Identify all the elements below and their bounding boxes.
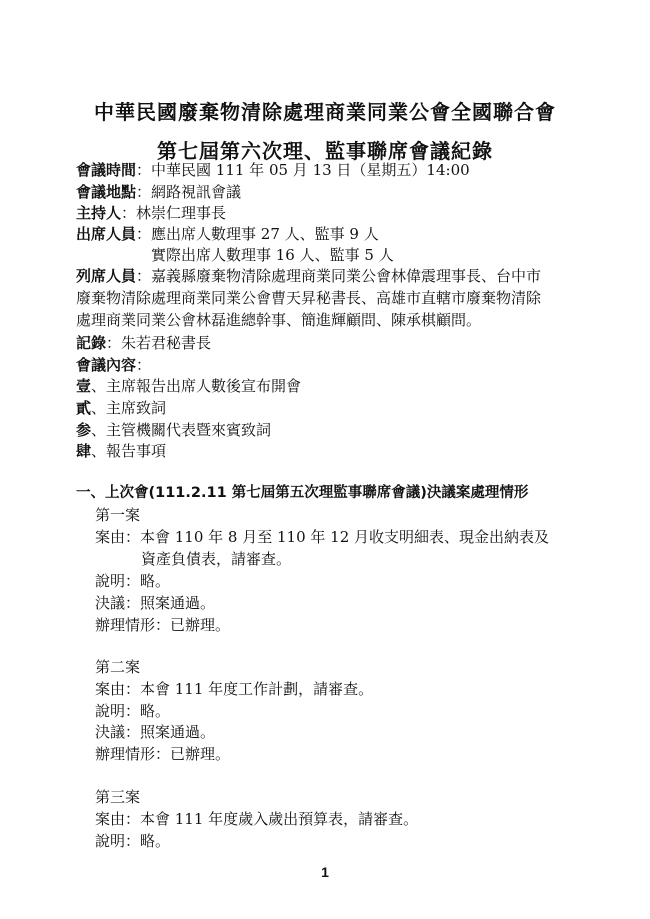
meeting-time-value: ：中華民國 111 年 05 月 13 日（星期五）14:00 [136, 161, 470, 179]
case-1-explanation: 說明：略。 [95, 572, 171, 590]
agenda-number: 肆 [76, 442, 92, 460]
content-colon: ： [136, 356, 152, 374]
document-subtitle: 第七屆第六次理、監事聯席會議紀錄 [157, 139, 493, 163]
agenda-text: 、主席致詞 [91, 399, 167, 417]
recorder-value: ：朱若君秘書長 [106, 334, 212, 352]
case-2-resolution: 決議：照案通過。 [95, 723, 216, 741]
agenda-number: 参 [76, 421, 92, 439]
observers-line-1: ：嘉義縣廢棄物清除處理商業同業公會林偉震理事長、台中市 [136, 267, 542, 285]
case-2-reason: 案由：本會 111 年度工作計劃，請審查。 [95, 680, 374, 698]
observers-line-2: 廢棄物清除處理商業同業公會曹天昇秘書長、高雄市直轄市廢棄物清除 [76, 289, 542, 307]
case-2-title: 第二案 [95, 658, 141, 676]
meeting-host-label: 主持人 [76, 204, 122, 222]
case-1-title: 第一案 [95, 506, 141, 524]
agenda-number: 壹 [76, 377, 92, 395]
agenda-text: 、主席報告出席人數後宣布開會 [91, 377, 302, 395]
meeting-attendance [76, 224, 379, 244]
section-heading: 一、上次會(111.2.11 第七屆第五次理監事聯席會議)決議案處理情形 [76, 485, 529, 501]
meeting-content [76, 355, 151, 375]
meeting-time [76, 160, 470, 180]
case-1-reason-cont: 資產負債表，請審查。 [141, 550, 292, 568]
case-1-resolution: 決議：照案通過。 [95, 594, 216, 612]
meeting-place [76, 182, 241, 202]
case-2-status: 辦理情形：已辦理。 [95, 745, 231, 763]
meeting-host [76, 203, 226, 223]
meeting-host-value: ：林崇仁理事長 [121, 204, 227, 222]
attendance-expected: ：應出席人數理事 27 人、監事 9 人 [136, 225, 379, 243]
recorder-label: 記錄 [76, 334, 107, 352]
agenda-text: 、主管機關代表暨來賓致詞 [91, 421, 272, 439]
observers-label: 列席人員 [76, 267, 137, 285]
meeting-time-label: 會議時間 [76, 161, 137, 179]
agenda-text: 、報告事項 [91, 442, 167, 460]
attendance-label: 出席人員 [76, 225, 137, 243]
page-number: 1 [321, 864, 329, 880]
agenda-item [76, 376, 301, 396]
meeting-observers [76, 266, 541, 286]
agenda-item [76, 420, 271, 440]
document-title: 中華民國廢棄物清除處理商業同業公會全國聯合會 [94, 100, 556, 124]
meeting-recorder [76, 333, 211, 353]
case-3-title: 第三案 [95, 788, 141, 806]
case-3-reason: 案由：本會 111 年度歲入歲出預算表，請審查。 [95, 810, 419, 828]
case-1-reason: 案由：本會 110 年 8 月至 110 年 12 月收支明細表、現金出納表及 [95, 528, 550, 546]
meeting-place-label: 會議地點 [76, 183, 137, 201]
case-2-explanation: 說明：略。 [95, 702, 171, 720]
agenda-number: 貳 [76, 399, 92, 417]
attendance-actual: 實際出席人數理事 16 人、監事 5 人 [151, 246, 394, 264]
meeting-place-value: ：網路視訊會議 [136, 183, 242, 201]
observers-line-3: 處理商業同業公會林磊進總幹事、簡進輝顧問、陳承棋顧問。 [76, 311, 482, 329]
content-label: 會議內容 [76, 356, 137, 374]
agenda-item [76, 441, 166, 461]
agenda-item [76, 398, 166, 418]
case-3-explanation: 說明：略。 [95, 832, 171, 850]
case-1-status: 辦理情形：已辦理。 [95, 616, 231, 634]
